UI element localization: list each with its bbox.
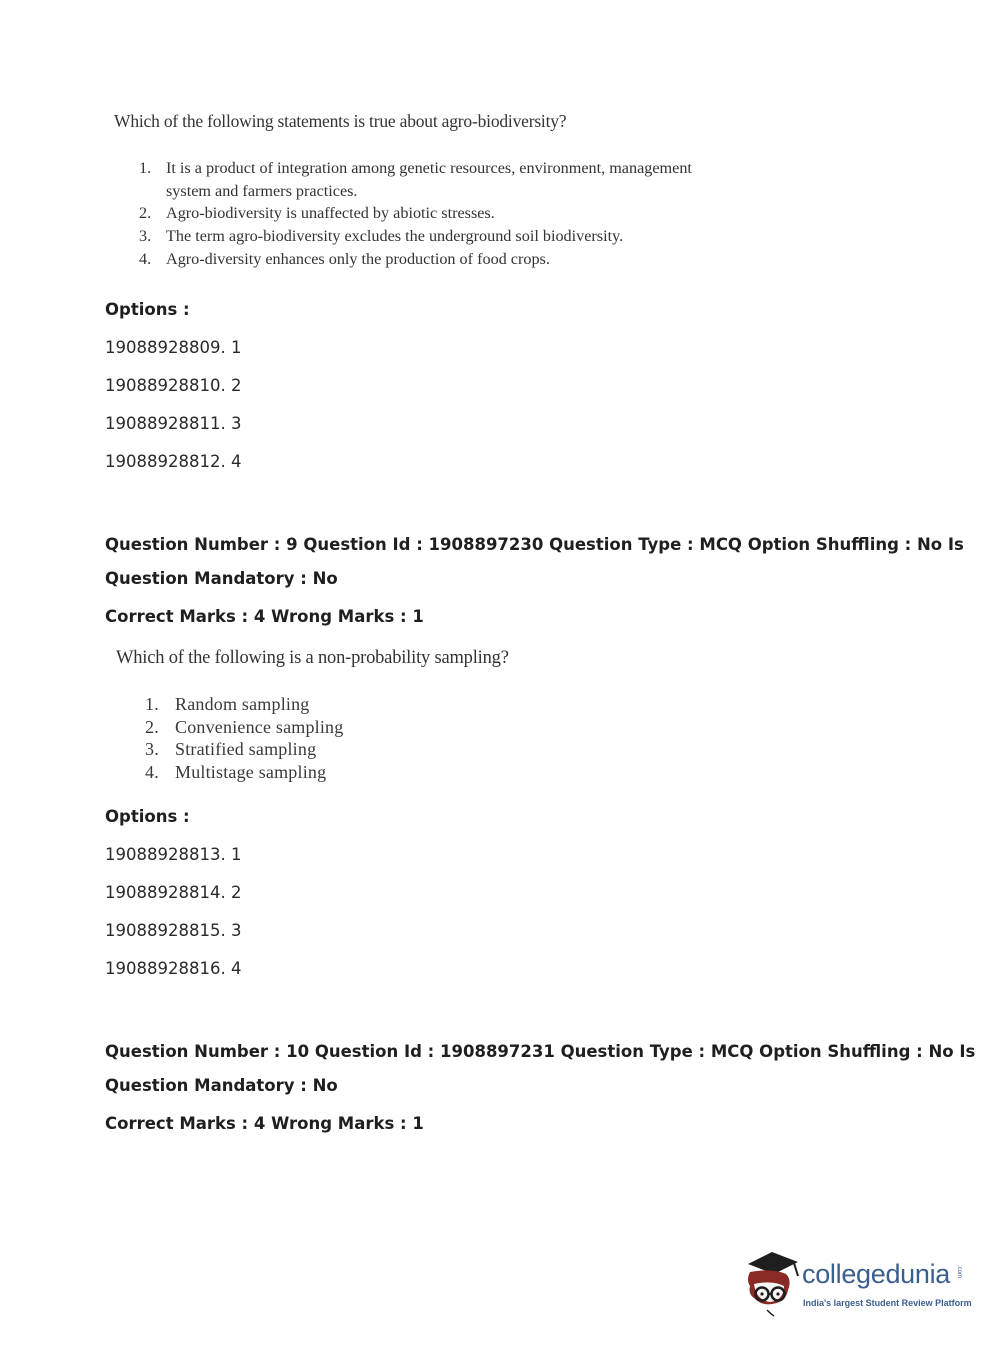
item-text: Agro-diversity enhances only the production of food crops. [166,249,550,268]
q9-options-label: Options : [105,807,190,826]
item-number: 4. [145,762,159,783]
item-number: 3. [145,739,159,760]
list-item [145,738,465,761]
q9-header-line-1: Question Number : 9 Question Id : 1908897230 Question Type : MCQ Option Shuffling : No Is [105,535,964,554]
q9-option-3: 19088928815. 3 [105,921,242,940]
list-item [139,248,739,271]
q8-option-4: 19088928812. 4 [105,452,242,471]
q8-question-stem: Which of the following statements is true about agro-biodiversity? [114,111,567,131]
q8-option-1: 19088928809. 1 [105,338,242,357]
list-item [145,693,465,716]
q9-option-1: 19088928813. 1 [105,845,242,864]
item-text: It is a product of integration among genetic resources, environment, management system and farmers practices. [166,159,692,200]
collegedunia-logo [742,1250,970,1320]
item-text: Agro-biodiversity is unaffected by abiotic stresses. [166,204,495,222]
q10-marks: Correct Marks : 4 Wrong Marks : 1 [105,1114,424,1133]
q9-question-stem: Which of the following is a non-probability sampling? [116,648,509,668]
item-text: Multistage sampling [175,762,327,783]
list-item [139,202,739,225]
item-text: Stratified sampling [175,739,317,760]
mascot-icon [742,1250,804,1320]
q9-marks: Correct Marks : 4 Wrong Marks : 1 [105,607,424,626]
logo-wordmark: collegedunia [802,1259,951,1289]
q8-option-2: 19088928810. 2 [105,376,242,395]
q10-header-line-1: Question Number : 10 Question Id : 1908897231 Question Type : MCQ Option Shuffling : No Is [105,1042,976,1061]
q9-choice-list [145,693,465,784]
q8-option-3: 19088928811. 3 [105,414,242,433]
item-number: 2. [139,204,152,222]
item-text: Convenience sampling [175,716,344,737]
list-item [139,225,739,248]
q9-option-2: 19088928814. 2 [105,883,242,902]
item-number: 1. [145,694,159,714]
q8-statement-list [139,157,739,270]
q9-header-line-2: Question Mandatory : No [105,569,338,588]
item-number: 3. [139,226,152,245]
item-text: The term agro-biodiversity excludes the underground soil biodiversity. [166,226,624,245]
logo-dotcom: .com [956,1265,962,1279]
q10-header-line-2: Question Mandatory : No [105,1076,338,1095]
list-item [139,157,739,202]
q8-options-label: Options : [105,300,190,319]
item-text: Random sampling [175,694,310,714]
item-number: 1. [139,159,152,177]
item-number: 2. [145,716,159,737]
q9-option-4: 19088928816. 4 [105,959,242,978]
item-number: 4. [139,249,152,268]
logo-tagline: India's largest Student Review Platform [803,1298,972,1308]
list-item [145,716,465,739]
list-item [145,761,465,784]
